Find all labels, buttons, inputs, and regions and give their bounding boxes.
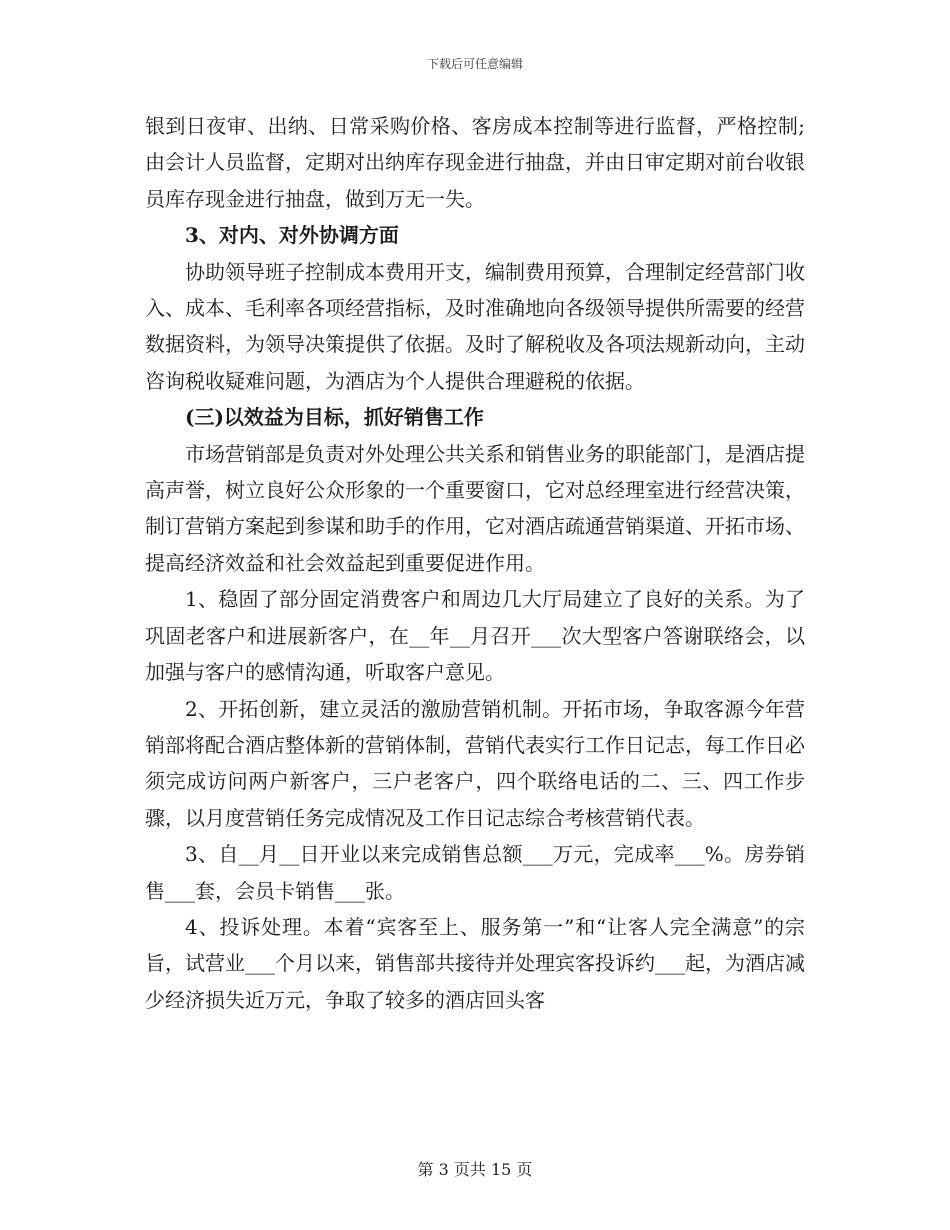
section-heading-sales: (三)以效益为目标，抓好销售工作 [185, 405, 484, 430]
paragraph-item-1: 1、稳固了部分固定消费客户和周边几大厅局建立了良好的关系。为了巩固老客户和进展新客户，在__年__月召开___次大型客户答谢联络会，以加强与客户的感情沟通，听取客户意见。 [145, 587, 805, 685]
paragraph-item-3: 3、自__月__日开业以来完成销售总额___万元，完成率___%。房券销售___套，会员卡销售___张。 [145, 842, 805, 903]
paragraph-coordination: 协助领导班子控制成本费用开支，编制费用预算，合理制定经营部门收入、成本、毛利率各项经营指标，及时准确地向各级领导提供所需要的经营数据资料，为领导决策提供了依据。及时了解税收及各项法规新动向，主动咨询税收疑难问题，为酒店为个人提供合理避税的依据。 [145, 259, 805, 393]
paragraph-continued: 银到日夜审、出纳、日常采购价格、客房成本控制等进行监督，严格控制;由会计人员监督，定期对出纳库存现金进行抽盘，并由日审定期对前台收银员库存现金进行抽盘，做到万无一失。 [145, 114, 805, 211]
section-heading-coordination: 3、对内、对外协调方面 [185, 223, 399, 248]
page-header: 下载后可任意编辑 [426, 57, 523, 71]
document-body [145, 108, 805, 1018]
paragraph-item-4: 4、投诉处理。本着“宾客至上、服务第一”和“让客人完全满意”的宗旨，试营业___个月以来，销售部共接待并处理宾客投诉约___起，为酒店减少经济损失近万元，争取了较多的酒店回头客 [145, 914, 805, 1012]
paragraph-marketing-dept: 市场营销部是负责对外处理公共关系和销售业务的职能部门，是酒店提高声誉，树立良好公众形象的一个重要窗口，它对总经理室进行经营决策，制订营销方案起到参谋和助手的作用，它对酒店疏通营销渠道、开拓市场、提高经济效益和社会效益起到重要促进作用。 [145, 441, 805, 575]
paragraph-item-2: 2、开拓创新，建立灵活的激励营销机制。开拓市场，争取客源今年营销部将配合酒店整体新的营销体制，营销代表实行工作日记志，每工作日必须完成访问两户新客户，三户老客户，四个联络电话的二、三、四工作步骤，以月度营销任务完成情况及工作日记志综合考核营销代表。 [145, 696, 805, 830]
page-footer: 第 3 页共 15 页 [417, 1160, 533, 1179]
